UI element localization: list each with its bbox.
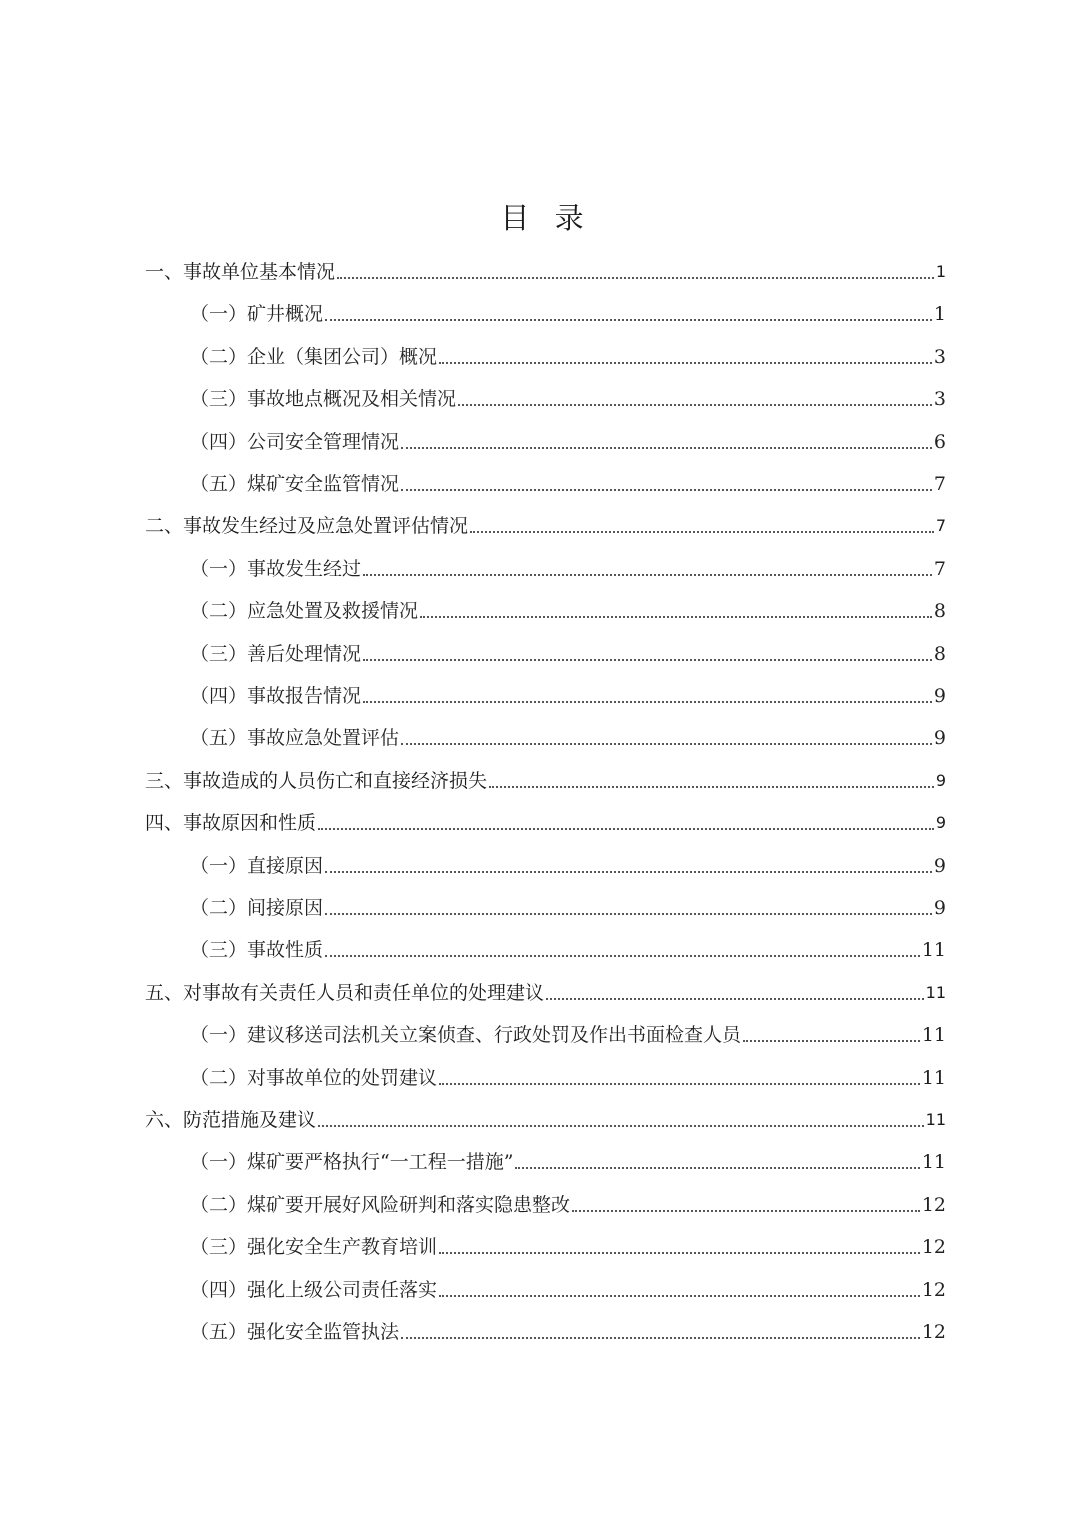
toc-entry-text: （一）煤矿要严格执行“一工程一措施” — [190, 1151, 514, 1174]
toc-dot-leader — [325, 319, 932, 321]
toc-page-number: 11 — [921, 1151, 946, 1174]
toc-page-number: 6 — [933, 430, 946, 453]
toc-subsection-entry[interactable] — [190, 714, 946, 754]
toc-entry-text: （一）矿井概况 — [190, 303, 324, 326]
toc-subsection-entry[interactable] — [190, 672, 946, 712]
toc-page-number: 9 — [935, 770, 946, 790]
toc-page-number: 12 — [921, 1321, 946, 1343]
toc-entry-text: （三）事故地点概况及相关情况 — [190, 388, 457, 411]
toc-dot-leader — [401, 743, 932, 745]
toc-page-number: 12 — [921, 1278, 946, 1301]
toc-entry-text: （三）强化安全生产教育培训 — [190, 1236, 438, 1259]
toc-dot-leader — [439, 1252, 920, 1254]
toc-dot-leader — [439, 1295, 920, 1297]
toc-page-number: 11 — [921, 939, 946, 962]
toc-page-number: 11 — [925, 982, 946, 1002]
toc-dot-leader — [470, 531, 934, 533]
toc-entry-text: （五）煤矿安全监管情况 — [190, 473, 400, 495]
toc-page-number: 11 — [925, 1110, 946, 1129]
toc-title: 目 录 — [500, 201, 592, 235]
toc-subsection-entry[interactable] — [190, 1181, 946, 1221]
toc-section-entry[interactable] — [145, 248, 946, 288]
toc-subsection-entry[interactable] — [190, 1011, 946, 1051]
toc-dot-leader — [572, 1210, 920, 1212]
toc-entry-text: （二）应急处置及救援情况 — [190, 600, 419, 623]
toc-section-entry[interactable] — [145, 502, 946, 542]
toc-dot-leader — [439, 362, 932, 364]
toc-entry-text: （四）公司安全管理情况 — [190, 430, 400, 453]
toc-page-number: 9 — [935, 813, 946, 833]
toc-entry-text: （三）事故性质 — [190, 939, 324, 962]
toc-entry-text: （二）间接原因 — [190, 897, 324, 919]
toc-entry-text: （五）事故应急处置评估 — [190, 727, 400, 750]
toc-dot-leader — [401, 447, 932, 449]
toc-entry-text: （一）事故发生经过 — [190, 557, 362, 580]
toc-section-entry[interactable] — [145, 1096, 946, 1136]
toc-entry-text: 六、防范措施及建议 — [145, 1109, 317, 1131]
toc-page-number: 1 — [935, 262, 946, 281]
toc-section-entry[interactable] — [145, 799, 946, 839]
toc-dot-leader — [743, 1040, 920, 1042]
toc-subsection-entry[interactable] — [190, 630, 946, 670]
toc-entry-text: （一）直接原因 — [190, 854, 324, 877]
toc-subsection-entry[interactable] — [190, 375, 946, 415]
toc-subsection-entry[interactable] — [190, 290, 946, 330]
toc-dot-leader — [401, 1337, 920, 1339]
toc-page-number: 7 — [933, 473, 946, 495]
toc-dot-leader — [325, 871, 932, 873]
toc-subsection-entry[interactable] — [190, 1223, 946, 1263]
toc-page-number: 9 — [933, 727, 946, 750]
toc-subsection-entry[interactable] — [190, 842, 946, 882]
toc-dot-leader — [420, 616, 932, 618]
toc-subsection-entry[interactable] — [190, 1266, 946, 1306]
toc-dot-leader — [546, 998, 924, 1000]
toc-page-number: 12 — [921, 1236, 946, 1259]
toc-entry-text: 五、对事故有关责任人员和责任单位的处理建议 — [145, 981, 545, 1004]
toc-entry-text: （二）企业（集团公司）概况 — [190, 345, 438, 368]
toc-dot-leader — [363, 659, 932, 661]
toc-page-number: 11 — [921, 1066, 946, 1089]
toc-dot-leader — [439, 1083, 920, 1085]
toc-page-number: 3 — [933, 345, 946, 368]
toc-subsection-entry[interactable] — [190, 1138, 946, 1178]
toc-page-number: 7 — [935, 516, 946, 536]
toc-dot-leader — [318, 828, 934, 830]
toc-dot-leader — [337, 277, 934, 279]
toc-page-number: 8 — [933, 600, 946, 623]
toc-page-number: 11 — [921, 1024, 946, 1047]
toc-page-number: 12 — [921, 1193, 946, 1216]
toc-entry-text: （一）建议移送司法机关立案侦查、行政处罚及作出书面检查人员 — [190, 1024, 742, 1047]
toc-entry-text: （二）对事故单位的处罚建议 — [190, 1066, 438, 1089]
toc-entry-text: （三）善后处理情况 — [190, 642, 362, 665]
toc-entry-text: 二、事故发生经过及应急处置评估情况 — [145, 515, 469, 538]
toc-subsection-entry[interactable] — [190, 333, 946, 373]
toc-page-number: 9 — [933, 897, 946, 919]
toc-dot-leader — [489, 786, 934, 788]
toc-page-number: 7 — [933, 557, 946, 580]
toc-dot-leader — [318, 1125, 924, 1127]
toc-subsection-entry[interactable] — [190, 884, 946, 924]
toc-page-number: 9 — [933, 685, 946, 707]
toc-page-number: 1 — [933, 303, 946, 326]
toc-subsection-entry[interactable] — [190, 587, 946, 627]
toc-entry-text: （四）事故报告情况 — [190, 685, 362, 707]
toc-subsection-entry[interactable] — [190, 545, 946, 585]
toc-dot-leader — [325, 913, 932, 915]
toc-entry-text: 四、事故原因和性质 — [145, 812, 317, 835]
toc-entry-text: （五）强化安全监管执法 — [190, 1321, 400, 1343]
toc-dot-leader — [325, 955, 920, 957]
toc-section-entry[interactable] — [145, 757, 946, 797]
toc-section-entry[interactable] — [145, 969, 946, 1009]
toc-page-number: 3 — [933, 388, 946, 411]
toc-entry-text: （二）煤矿要开展好风险研判和落实隐患整改 — [190, 1193, 571, 1216]
toc-dot-leader — [363, 574, 932, 576]
toc-dot-leader — [401, 489, 932, 491]
toc-entry-text: 三、事故造成的人员伤亡和直接经济损失 — [145, 769, 488, 792]
toc-page-number: 8 — [933, 642, 946, 665]
toc-dot-leader — [515, 1167, 919, 1169]
toc-entry-text: 一、事故单位基本情况 — [145, 261, 336, 283]
toc-subsection-entry[interactable] — [190, 1054, 946, 1094]
toc-subsection-entry[interactable] — [190, 1308, 946, 1348]
toc-dot-leader — [363, 701, 932, 703]
toc-entry-text: （四）强化上级公司责任落实 — [190, 1278, 438, 1301]
toc-subsection-entry[interactable] — [190, 926, 946, 966]
toc-subsection-entry[interactable] — [190, 418, 946, 458]
toc-dot-leader — [458, 404, 932, 406]
toc-page-number: 9 — [933, 854, 946, 877]
toc-subsection-entry[interactable] — [190, 460, 946, 500]
